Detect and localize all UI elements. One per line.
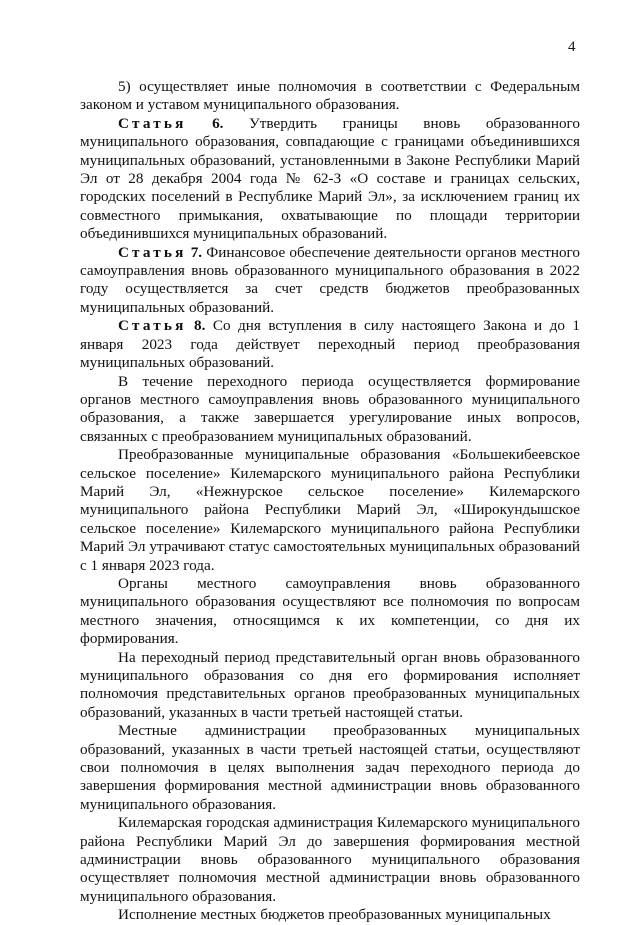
local-administrations-paragraph: Местные администрации преобразованных муниципальных образований, указанных в части третьей настоящей статьи, осуществляют свои полномочия в целях выполнения задач переходного периода до завершения формирования местной администрации вновь образованного муниципального образования. <box>80 722 580 813</box>
article-7-label: Статья <box>118 243 187 261</box>
article-8-text: Со дня вступления в силу настоящего Закона и до 1 января 2023 года действует переходный период преобразования муниципальных образований. <box>80 317 581 372</box>
representative-body-paragraph: На переходный период представительный орган вновь образованного муниципального образования со дня его формирования исполняет полномочия представительных органов преобразованных муниципальных образований, указанных в части третьей настоящей статьи. <box>80 648 580 721</box>
article-6-number: 6. <box>212 114 224 132</box>
page-number: 4 <box>568 39 576 55</box>
status-loss-paragraph: Преобразованные муниципальные образования «Большекибеевское сельское поселение» Килемарского муниципального района Республики Марий Эл, «Нежнурское сельское поселение» Килемарского муниципального района Республики Марий Эл, «Широкундышское сельское поселение» Килемарского муниципального района Республики Марий Эл утрачивают статус самостоятельных муниципальных образований с 1 января 2023 года. <box>80 446 580 574</box>
article-8-label: Статья <box>118 317 187 335</box>
article-6-label: Статья <box>118 114 187 132</box>
city-administration-paragraph: Килемарская городская администрация Килемарского муниципального района Республики Марий Эл до завершения формирования местной администрации вновь образованного муниципального образования осуществляет полномочия местной администрации вновь образованного муниципального образования. <box>80 814 580 905</box>
budgets-paragraph: Исполнение местных бюджетов преобразованных муниципальных <box>118 906 551 924</box>
paragraph-item-5: 5) осуществляет иные полномочия в соответствии с Федеральным законом и уставом муниципального образования. <box>80 78 580 114</box>
article-7-number: 7. <box>190 243 203 261</box>
article-7-text: Финансовое обеспечение деятельности органов местного самоуправления вновь образованного муниципального образования в 2022 году осуществляется за счет средств бюджетов преобразованных муниципальных образований. <box>80 243 580 316</box>
article-6-paragraph <box>80 115 580 244</box>
transition-period-paragraph: В течение переходного периода осуществляется формирование органов местного самоуправления вновь образованного муниципального образования, а также завершается урегулирование иных вопросов, связанных с преобразованием муниципальных образований. <box>80 372 580 445</box>
document-body <box>80 78 580 925</box>
article-7-paragraph <box>80 244 580 318</box>
local-bodies-paragraph: Органы местного самоуправления вновь образованного муниципального образования осуществляют все полномочия по вопросам местного значения, относящимся к их компетенции, со дня их формирования. <box>80 574 580 648</box>
article-6-text: Утвердить границы вновь образованного муниципального образования, совпадающие с границами объединившихся муниципальных образований, установленными в Законе Республики Марий Эл от 28 декабря 2004 года № 62-З «О составе и границах сельских, городских поселений в Республике Марий Эл», за исключением границ их совместного примыкания, охватывающие по площади территории объединившихся муниципальных образований. <box>80 114 580 243</box>
article-8-paragraph <box>80 317 580 372</box>
article-8-number: 8. <box>194 317 206 335</box>
